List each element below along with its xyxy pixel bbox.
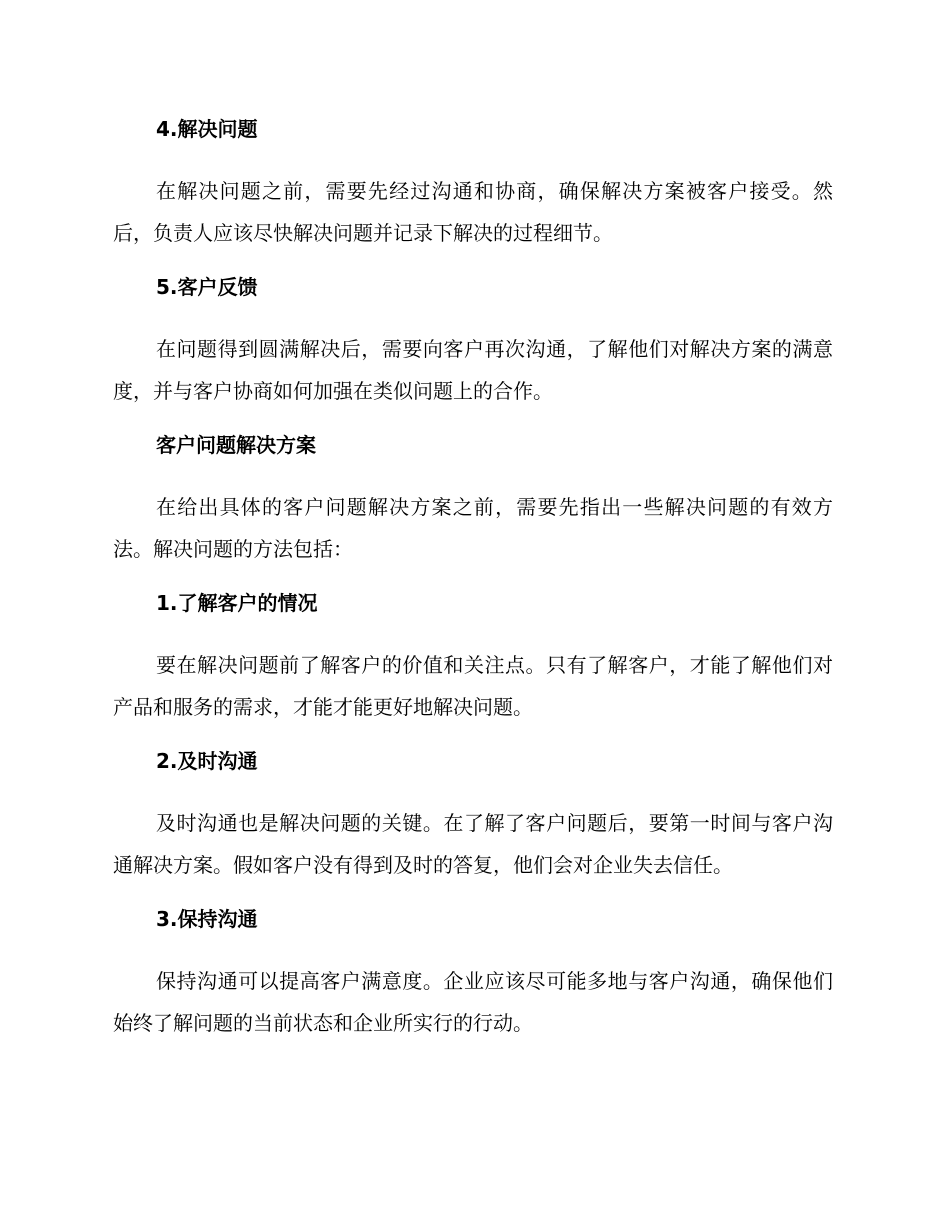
section-heading-solution-plan: 客户问题解决方案 xyxy=(156,433,316,457)
paragraph-customer-feedback: 在问题得到圆满解决后，需要向客户再次沟通，了解他们对解决方案的满意度，并与客户协商如何加强在类似问题上的合作。 xyxy=(113,337,833,403)
paragraph-understand-customer: 要在解决问题前了解客户的价值和关注点。只有了解客户，才能了解他们对产品和服务的需求，才能才能更好地解决问题。 xyxy=(113,653,833,719)
paragraph-solve-problem: 在解决问题之前，需要先经过沟通和协商，确保解决方案被客户接受。然后，负责人应该尽快解决问题并记录下解决的过程细节。 xyxy=(113,179,833,245)
section-heading-customer-feedback: 5.客户反馈 xyxy=(156,275,258,299)
section-heading-timely-communication: 2.及时沟通 xyxy=(156,749,258,773)
paragraph-keep-communication: 保持沟通可以提高客户满意度。企业应该尽可能多地与客户沟通，确保他们始终了解问题的当前状态和企业所实行的行动。 xyxy=(113,969,833,1035)
paragraph-timely-communication: 及时沟通也是解决问题的关键。在了解了客户问题后，要第一时间与客户沟通解决方案。假如客户没有得到及时的答复，他们会对企业失去信任。 xyxy=(113,811,833,877)
section-heading-understand-customer: 1.了解客户的情况 xyxy=(156,591,318,615)
document-body xyxy=(113,112,833,1044)
paragraph-solution-plan: 在给出具体的客户问题解决方案之前，需要先指出一些解决问题的有效方法。解决问题的方法包括： xyxy=(113,495,833,561)
section-heading-solve-problem: 4.解决问题 xyxy=(156,117,258,141)
section-heading-keep-communication: 3.保持沟通 xyxy=(156,907,258,931)
